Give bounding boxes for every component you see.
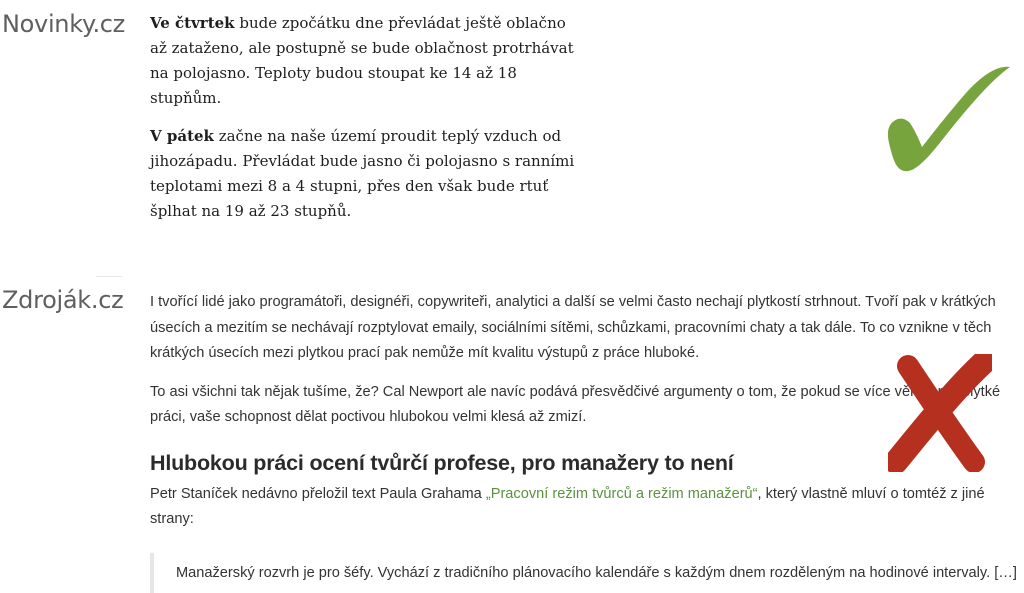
zdrojak-paragraph-1: I tvořící lidé jako programátoři, designéři, copywriteři, analytici a další se velmi často nechají plytkostí strhnout. Tvoří pak v krátkých úsecích a mezitím se nechávají rozptylovat emaily, sociálními sítěmi, schůzkami, pracovními chaty a tak dále. To co vznikne v těch krátkých úsecích mezi plytkou prací pak nemůže mít kvalitu výstupů z práce hluboké. (150, 294, 996, 361)
section-divider (96, 276, 122, 277)
novinky-paragraph-thursday (150, 11, 580, 111)
zdrojak-blockquote: Manažerský rozvrh je pro šéfy. Vychází z tradičního plánovacího kalendáře s každým dnem rozděleným na hodinové intervaly. […] (150, 553, 1020, 593)
zdrojak-paragraph-3 (150, 482, 1020, 533)
checkmark-icon (882, 55, 1017, 182)
zdrojak-heading: Hlubokou práci ocení tvůrčí profese, pro manažery to není (150, 450, 734, 475)
novinky-day-thursday: Ve čtvrtek (150, 14, 235, 32)
zdrojak-paragraph-3-before: Petr Staníček nedávno přeložil text Paula Grahama (150, 485, 486, 502)
article-link[interactable]: „Pracovní režim tvůrců a režim manažerů“ (485, 485, 758, 502)
site-label-zdrojak: Zdroják.cz (2, 286, 124, 314)
novinky-text-thursday: bude zpočátku dne převládat ještě oblačno až zataženo, ale postupně se bude oblačnost protrhávat na polojasno. Teploty budou stoupat ke 14 až 18 stupňům. (150, 14, 574, 107)
zdrojak-paragraph-3-after: , který vlastně mluví o tomtéž z jiné strany: (150, 485, 985, 527)
novinky-paragraph-friday (150, 124, 580, 224)
novinky-text-friday: začne na naše území proudit teplý vzduch od jihozápadu. Převládat bude jasno či polojasno s ranními teplotami mezi 8 a 4 stupni, přes den však bude rtuť šplhat na 19 až 23 stupňů. (150, 127, 575, 220)
zdrojak-paragraph-2: To asi všichni tak nějak tušíme, že? Cal Newport ale navíc podává přesvědčivé argumenty o tom, že pokud se více věnujeme plytké práci, vaše schopnost dělat poctivou hlubokou velmi klesá až zmizí. (150, 383, 1001, 425)
novinky-day-friday: V pátek (150, 127, 214, 145)
novinky-article (150, 11, 580, 237)
cross-icon (888, 354, 992, 477)
site-label-novinky: Novinky.cz (2, 10, 125, 38)
